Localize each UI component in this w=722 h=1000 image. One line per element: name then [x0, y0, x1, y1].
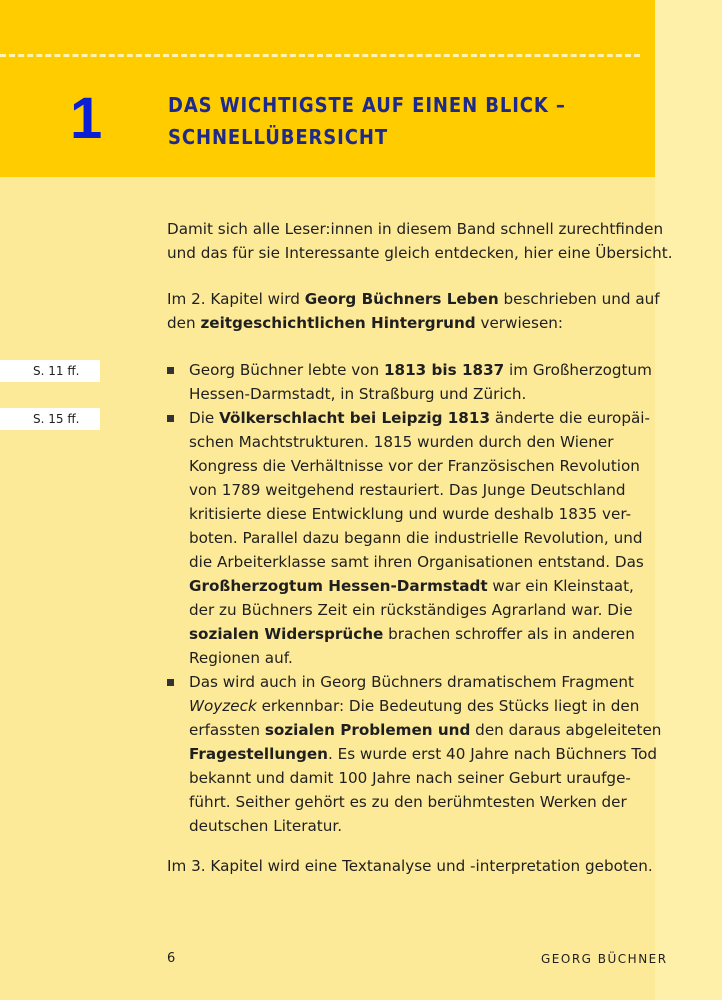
bold-text: zeitgeschichtlichen Hintergrund [200, 314, 476, 332]
chapter2-paragraph [167, 287, 660, 335]
text-span: war ein Kleinstaat, [487, 577, 634, 595]
bold-text: Völkerschlacht bei Leipzig 1813 [219, 409, 491, 427]
bullet-item [189, 406, 650, 670]
margin-ref-text: S. 11 ff. [33, 364, 80, 378]
bold-text: Georg Büchners Leben [304, 290, 499, 308]
text-span: Im 3. Kapitel wird eine Textanalyse und -interpretation geboten. [167, 857, 653, 875]
text-line [189, 694, 661, 718]
text-line [189, 382, 652, 406]
text-span: beschrieben und auf [498, 290, 660, 308]
text-line [167, 854, 653, 878]
text-line [189, 454, 650, 478]
text-line [167, 217, 673, 241]
text-span: Kongress die Verhältnisse vor der Französischen Revolution [189, 457, 640, 475]
text-line [189, 598, 650, 622]
chapter3-paragraph [167, 854, 653, 878]
bold-text: sozialen Problemen und [264, 721, 471, 739]
text-span: schen Machtstrukturen. 1815 wurden durch den Wiener [189, 433, 614, 451]
text-span: deutschen Literatur. [189, 817, 343, 835]
text-span: . Es wurde erst 40 Jahre nach Büchners Tod [327, 745, 658, 763]
margin-ref-text: S. 15 ff. [33, 412, 80, 426]
text-line [189, 526, 650, 550]
text-line [189, 766, 661, 790]
bold-text: Großherzogtum Hessen-Darmstadt [189, 577, 488, 595]
text-line [167, 287, 660, 311]
text-span: im Großherzogtum [504, 361, 652, 379]
margin-page-ref [0, 360, 100, 382]
text-span: führt. Seither gehört es zu den berühmtesten Werken der [189, 793, 627, 811]
text-line [189, 550, 650, 574]
text-line [167, 311, 660, 335]
text-span: der zu Büchners Zeit ein rückständiges Agrarland war. Die [189, 601, 633, 619]
text-line [189, 718, 661, 742]
text-span: änderte die europäi- [490, 409, 650, 427]
page-margin-strip [655, 0, 722, 1000]
text-span: kritisierte diese Entwicklung und wurde deshalb 1835 ver- [189, 505, 632, 523]
text-span: brachen schroffer als in anderen [383, 625, 635, 643]
text-span: erfassten [189, 721, 265, 739]
bullet-square-icon [167, 367, 174, 374]
text-line [189, 502, 650, 526]
text-span: den [167, 314, 201, 332]
text-span: erkennbar: Die Bedeutung des Stücks liegt in den [256, 697, 640, 715]
dashed-divider [0, 54, 640, 57]
margin-page-ref [0, 408, 100, 430]
text-span: verwiesen: [475, 314, 564, 332]
chapter-header [0, 0, 655, 177]
text-span: Hessen-Darmstadt, in Straßburg und Zürich. [189, 385, 527, 403]
text-span: Georg Büchner lebte von [189, 361, 384, 379]
text-line [189, 814, 661, 838]
text-span: Die [189, 409, 220, 427]
text-span: die Arbeiterklasse samt ihren Organisationen entstand. Das [189, 553, 644, 571]
italic-text: Woyzeck [189, 697, 257, 715]
text-line [189, 478, 650, 502]
chapter-title-line: SCHNELLÜBERSICHT [168, 125, 389, 149]
text-span: Das wird auch in Georg Büchners dramatischem Fragment [189, 673, 634, 691]
text-span: Damit sich alle Leser:innen in diesem Band schnell zurechtfinden [167, 220, 664, 238]
text-span: boten. Parallel dazu begann die industrielle Revolution, und [189, 529, 643, 547]
bullet-item [189, 358, 652, 406]
bullet-square-icon [167, 679, 174, 686]
text-line [189, 742, 661, 766]
running-title: GEORG BÜCHNER [541, 952, 668, 966]
text-span: Im 2. Kapitel wird [167, 290, 305, 308]
text-line [189, 622, 650, 646]
text-line [189, 358, 652, 382]
text-span: den daraus abgeleiteten [470, 721, 662, 739]
text-line [189, 670, 661, 694]
intro-paragraph [167, 217, 673, 265]
text-line [189, 790, 661, 814]
chapter-title-line: DAS WICHTIGSTE AUF EINEN BLICK – [168, 93, 566, 117]
page-number: 6 [167, 951, 176, 966]
bullet-square-icon [167, 415, 174, 422]
text-line [167, 241, 673, 265]
chapter-number: 1 [70, 86, 103, 151]
bold-text: Fragestellungen [189, 745, 328, 763]
text-span: von 1789 weitgehend restauriert. Das Junge Deutschland [189, 481, 626, 499]
text-line [189, 406, 650, 430]
text-line [189, 574, 650, 598]
text-span: und das für sie Interessante gleich entdecken, hier eine Übersicht. [167, 244, 673, 262]
text-span: bekannt und damit 100 Jahre nach seiner Geburt uraufge- [189, 769, 631, 787]
bold-text: sozialen Widersprüche [189, 625, 384, 643]
text-span: Regionen auf. [189, 649, 293, 667]
bold-text: 1813 bis 1837 [383, 361, 505, 379]
bullet-item [189, 670, 661, 838]
text-line [189, 646, 650, 670]
text-line [189, 430, 650, 454]
chapter-title [168, 89, 566, 153]
